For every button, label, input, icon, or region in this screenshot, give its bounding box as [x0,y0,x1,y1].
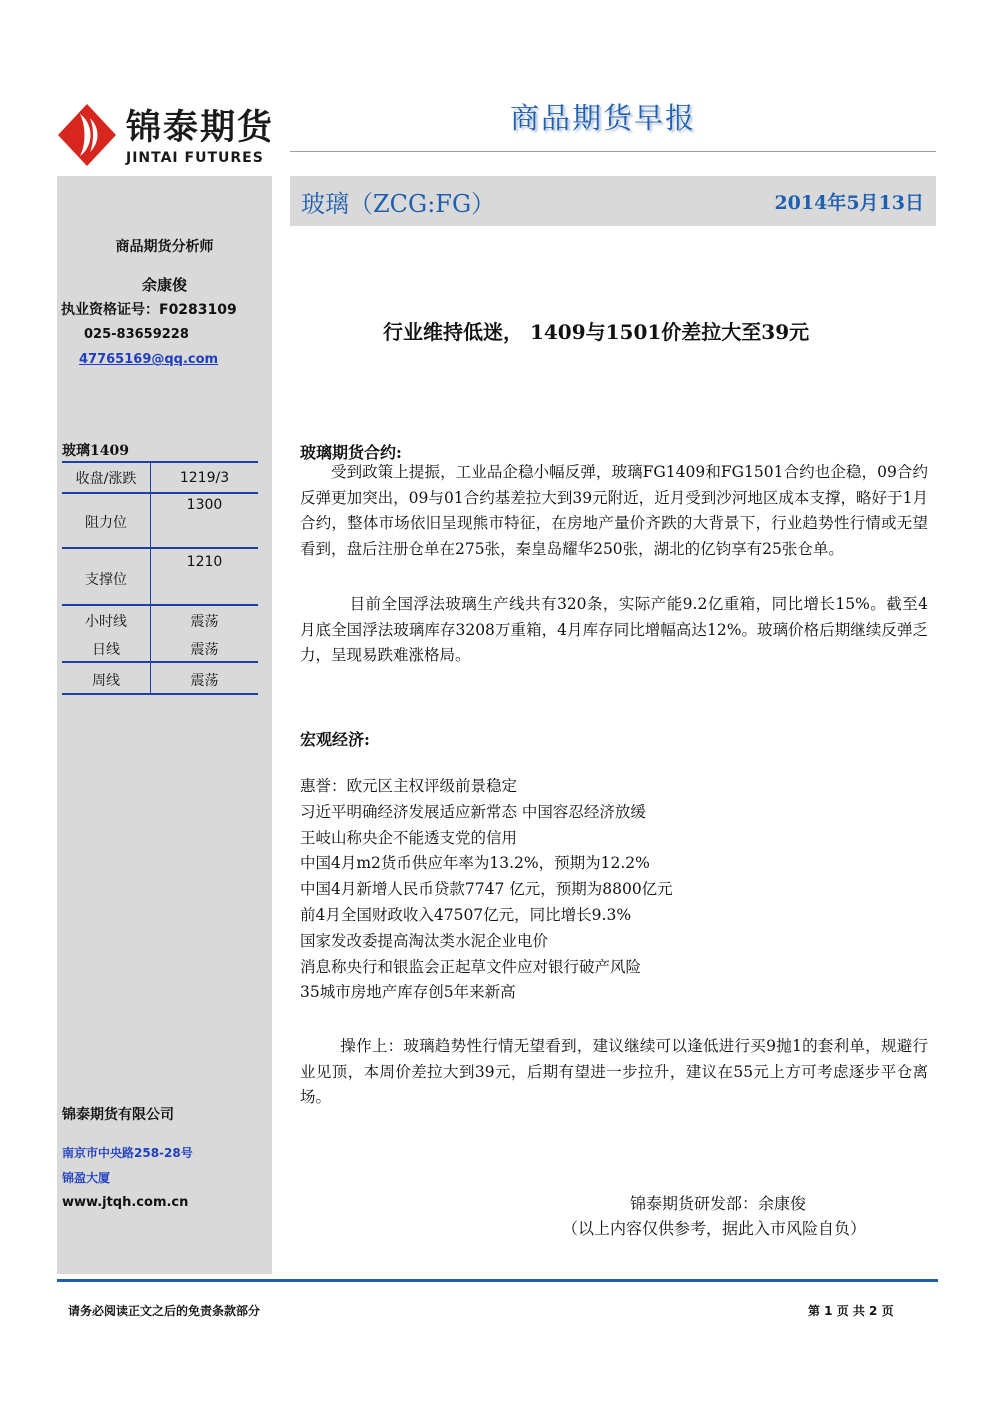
support-label: 支撑位 [85,572,127,588]
list-item: 中国4月新增人民币贷款7747 亿元，预期为8800亿元 [300,880,673,899]
list-item: 习近平明确经济发展适应新常态 中国容忍经济放缓 [300,802,646,821]
list-item: 前4月全国财政收入47507亿元，同比增长9.3% [300,905,632,924]
jintai-logo-icon [58,104,116,166]
logo-chinese-name: 锦泰期货 [126,108,275,148]
company-logo [58,98,286,172]
analyst-certificate: 执业资格证号：F0283109 [61,302,237,318]
resistance-label: 阻力位 [85,515,127,531]
list-item: 中国4月m2货币供应年率为13.2%，预期为12.2% [300,854,650,873]
hourly-value: 震荡 [190,614,219,630]
operation-advice: 操作上：玻璃趋势性行情无望看到，建议继续可以逢低进行买9抛1的套利单，规避行业见顶，本周价差拉大到39元，后期有望进一步拉升，建议在55元上方可考虑逐步平仓离场。 [300,1037,928,1107]
header-divider [290,151,936,152]
analyst-email-link[interactable]: 47765169@qq.com [79,352,219,367]
footer-divider [57,1279,938,1282]
macro-news-list [300,774,673,1006]
list-item: 惠誉：欧元区主权评级前景稳定 [300,777,518,795]
daily-label: 日线 [92,642,120,658]
product-bar [290,176,936,226]
resistance-value: 1300 [186,497,223,513]
signature: 锦泰期货研发部：余康俊 [630,1194,807,1213]
list-item: 国家发改委提高淘汰类水泥企业电价 [300,931,549,950]
company-website[interactable]: www.jtqh.com.cn [62,1195,189,1210]
logo-english-name: JINTAI FUTURES [126,150,264,166]
weekly-label: 周线 [92,673,120,689]
footer-note: 请务必阅读正文之后的免责条款部分 [68,1304,261,1318]
analyst-phone: 025-83659228 [84,327,189,342]
close-value: 1219/3 [179,470,230,486]
analyst-name: 余康俊 [141,276,187,294]
table-line [62,604,258,606]
close-label: 收盘/涨跌 [75,471,137,487]
weekly-value: 震荡 [190,673,219,689]
daily-value: 震荡 [190,642,219,658]
company-address: 南京市中央路258-28号 [62,1146,193,1160]
macro-section-title: 宏观经济: [300,730,370,749]
glass-paragraph: 受到政策上提振，工业品企稳小幅反弹，玻璃FG1409和FG1501合约也企稳，09合约反弹更加突出，09与01合约基差拉大到39元附近，近月受到沙河地区成本支撑，略好于1月合约，整体市场依旧呈现熊市特征，在房地产量价齐跌的大背景下，行业趋势性行情或无望看到，盘后注册仓单在275张，秦皇岛耀华250张，湖北的亿钧享有25张仓单。 [300,463,928,559]
contract-label: 玻璃1409 [62,443,129,459]
list-item: 消息称央行和银监会正起草文件应对银行破产风险 [300,957,642,976]
headline: 行业维持低迷， 1409与1501价差拉大至39元 [383,320,810,344]
analyst-title: 商品期货分析师 [115,239,214,255]
glass-paragraph: 目前全国浮法玻璃生产线共有320条，实际产能9.2亿重箱，同比增长15%。截至4月底全国浮法玻璃库存3208万重箱，4月库存同比增幅高达12%。玻璃价格后期继续反弹乏力，呈现易跌难涨格局。 [300,595,928,665]
product-name: 玻璃（ZCG:FG） [301,190,496,218]
support-value: 1210 [186,554,223,570]
report-title: 商品期货早报 [510,101,697,135]
table-line [62,461,258,463]
table-line [62,492,258,494]
report-date: 2014年5月13日 [774,192,924,214]
company-building: 锦盈大厦 [62,1171,111,1185]
table-line [62,547,258,549]
table-line [62,693,258,695]
company-name: 锦泰期货有限公司 [62,1107,174,1123]
table-line [62,661,258,663]
hourly-label: 小时线 [85,614,127,630]
disclaimer: （以上内容仅供参考，据此入市风险自负） [562,1219,867,1238]
sidebar [57,176,272,1274]
list-item: 35城市房地产库存创5年来新高 [300,983,516,1002]
list-item: 王岐山称央企不能透支党的信用 [300,828,518,847]
glass-section-title: 玻璃期货合约: [300,443,402,462]
page-number: 第 1 页 共 2 页 [808,1304,894,1318]
